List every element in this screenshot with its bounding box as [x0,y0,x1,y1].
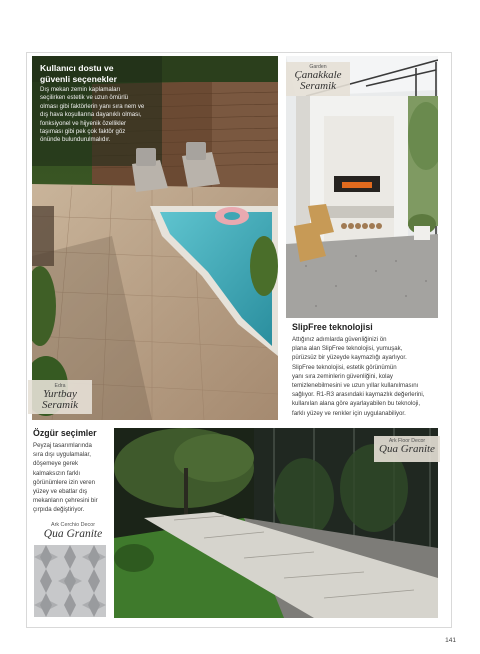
intro-line: taşıması gibi pek çok faktör göz [40,128,126,136]
intro-line: dış hava koşullarına dayanıklı olması, [40,111,142,119]
ozgur-line: görünümlere izin veren [33,478,95,486]
slipfree-line: farklı yüzey ve renkler için uygulanabiliyor. [292,409,406,417]
intro-line: önünde bulundurulmalıdır. [40,136,111,144]
ozgur-line: Peyzaj tasarımlarında [33,442,92,449]
tag-brand-line1: Qua Granite [43,528,103,540]
ozgur-line: çırpıda değiştiriyor. [33,506,85,514]
tag-brand-line1: Qua Granite [379,443,435,455]
tag-brand-line2: Seramik [299,80,337,92]
ark-cerchio-label [33,522,113,540]
tag-small-label: Ark Cerchio Decor [50,522,96,528]
ozgur-body [33,441,113,515]
tag-brand-line2: Seramik [41,399,79,411]
tag-small-label: Garden [309,64,327,70]
ark-floor-tag [374,436,440,462]
slipfree-line: temizlenebilmesini ve uzun yıllar kullanılmasını [292,382,419,390]
ozgur-line: döşemeye gerek [33,460,79,468]
slipfree-line: pürüzsüz bir yüzeyde kaymazlığı ayarlıyor. [292,354,407,362]
edra-yurtbay-tag [28,380,92,414]
slipfree-body [292,335,444,418]
ozgur-line: mekanların çehresini bir [33,497,98,505]
tag-small-label: Edra [54,383,66,389]
ozgur-line: kalmaksızın farklı [33,469,81,477]
slipfree-line: Attığınız adımlarda güvenliğinizi ön [292,336,387,343]
slipfree-line: yanı sıra zeminlerin güvenliğini, kolay [292,372,393,380]
page-number: 141 [445,637,456,644]
intro-body [40,86,164,145]
intro-line: olması gibi faktörlerin yanı sıra nem ve [40,102,145,110]
garden-canakkale-tag [286,62,350,96]
slipfree-line: kullanılan alana göre ayarlayabilen bu teknoloji, [292,400,421,408]
slipfree-section [292,322,444,418]
intro-caption [40,63,164,145]
tag-brand-line1: Yurtbay [43,388,77,400]
tag-small-label: Ark Floor Decor [388,438,426,444]
intro-title-line2: güvenli seçenekler [40,73,117,84]
intro-line: seçilirken estetik ve uzun ömürlü [40,94,129,102]
tile-swatch [34,545,106,617]
slipfree-line: SlipFree teknolojisi, estetik görünümün [292,363,397,371]
ozgur-line: sıra dışı uygulamalar, [33,451,91,459]
ozgur-line: yüzey ve ebatlar dış [33,488,88,496]
tag-brand-line1: Çanakkale [294,69,342,81]
intro-line: Dış mekan zemin kaplamaları [40,86,121,93]
ozgur-section [33,428,113,515]
intro-title-line1: Kullanıcı dostu ve [40,63,114,73]
slipfree-line: sağlıyor. R1-R3 arasındaki kaymazlık değerlerini, [292,391,425,399]
slipfree-line: plana alan SlipFree teknolojisi, yumuşak, [292,345,403,353]
ozgur-title: Özgür seçimler [33,428,97,438]
slipfree-title: SlipFree teknolojisi [292,322,373,332]
intro-line: fonksiyonel ve hijyenik özellikler [40,119,127,127]
